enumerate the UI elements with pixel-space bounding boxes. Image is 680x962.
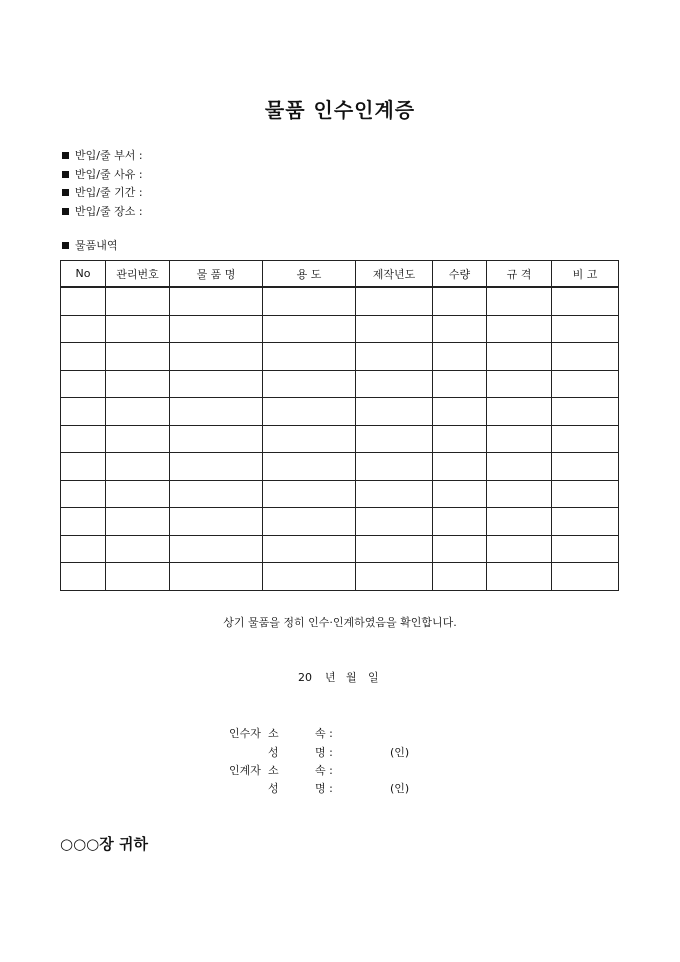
table-cell: [106, 480, 170, 508]
table-cell: [433, 398, 487, 426]
table-cell: [552, 480, 619, 508]
table-cell: [356, 535, 433, 563]
header-quantity: 수량: [433, 261, 487, 288]
table-cell: [106, 343, 170, 371]
table-cell: [552, 563, 619, 591]
table-row: [61, 343, 619, 371]
table-cell: [106, 425, 170, 453]
table-cell: [106, 535, 170, 563]
section-label-text: 물품내역: [75, 239, 118, 252]
receiver-affiliation-b: 속 :: [315, 727, 333, 740]
table-cell: [106, 315, 170, 343]
table-cell: [263, 480, 356, 508]
table-cell: [356, 343, 433, 371]
table-cell: [356, 370, 433, 398]
table-cell: [170, 315, 263, 343]
header-no: No: [61, 261, 106, 288]
info-fields: [62, 147, 143, 221]
table-row: [61, 480, 619, 508]
table-cell: [487, 508, 552, 536]
table-cell: [433, 480, 487, 508]
table-cell: [170, 370, 263, 398]
items-section-label: [62, 237, 118, 253]
confirmation-text: 상기 물품을 정히 인수·인계하였음을 확인합니다.: [223, 616, 457, 629]
table-cell: [170, 287, 263, 315]
table-cell: [263, 563, 356, 591]
date-line: [298, 669, 379, 685]
document-title: 물품 인수인계증: [264, 98, 416, 122]
giver-name-a: 성: [268, 782, 279, 795]
table-cell: [433, 563, 487, 591]
giver-affiliation-b: 속 :: [315, 764, 333, 777]
table-cell: [263, 287, 356, 315]
table-cell: [61, 508, 106, 536]
giver-affiliation-a: 소: [268, 764, 279, 777]
info-label: 반입/줄 장소 :: [75, 204, 143, 218]
table-cell: [263, 508, 356, 536]
table-cell: [61, 287, 106, 315]
table-cell: [170, 453, 263, 481]
header-remarks: 비 고: [552, 261, 619, 288]
table-cell: [356, 315, 433, 343]
header-management-number: 관리번호: [106, 261, 170, 288]
table-cell: [487, 343, 552, 371]
table-cell: [356, 563, 433, 591]
table-row: [61, 315, 619, 343]
table-cell: [61, 370, 106, 398]
table-cell: [106, 563, 170, 591]
table-cell: [487, 398, 552, 426]
table-row: [61, 535, 619, 563]
giver-label: 인계자: [229, 764, 261, 777]
table-cell: [433, 453, 487, 481]
table-cell: [61, 398, 106, 426]
table-cell: [487, 287, 552, 315]
info-label: 반입/줄 부서 :: [75, 149, 143, 162]
square-bullet-icon: [62, 242, 69, 249]
table-cell: [170, 480, 263, 508]
items-table: [60, 260, 619, 591]
square-bullet-icon: [62, 189, 69, 196]
table-cell: [106, 370, 170, 398]
table-cell: [433, 508, 487, 536]
date-month: 월: [346, 671, 357, 684]
info-field-reason: [62, 166, 143, 185]
table-row: [61, 508, 619, 536]
table-cell: [61, 453, 106, 481]
table-row: [61, 453, 619, 481]
receiver-affiliation-a: 소: [268, 727, 279, 740]
table-cell: [106, 508, 170, 536]
table-cell: [487, 453, 552, 481]
table-cell: [552, 370, 619, 398]
date-year-prefix: 20: [298, 671, 312, 684]
table-cell: [170, 535, 263, 563]
square-bullet-icon: [62, 208, 69, 215]
table-cell: [61, 343, 106, 371]
receiver-label: 인수자: [229, 727, 261, 740]
header-item-name: 물 품 명: [170, 261, 263, 288]
info-label: 반입/줄 기간 :: [75, 186, 143, 199]
table-cell: [61, 480, 106, 508]
receiver-seal: (인): [390, 746, 410, 759]
table-cell: [356, 480, 433, 508]
table-cell: [106, 453, 170, 481]
table-row: [61, 370, 619, 398]
table-cell: [61, 563, 106, 591]
table-cell: [170, 398, 263, 426]
table-cell: [263, 535, 356, 563]
table-cell: [552, 287, 619, 315]
table-cell: [356, 453, 433, 481]
table-cell: [356, 508, 433, 536]
table-cell: [433, 315, 487, 343]
table-cell: [552, 315, 619, 343]
giver-seal: (인): [390, 782, 410, 795]
table-cell: [487, 315, 552, 343]
table-cell: [433, 287, 487, 315]
info-label: 반입/줄 사유 :: [75, 167, 143, 181]
table-cell: [106, 287, 170, 315]
table-cell: [433, 370, 487, 398]
table-cell: [263, 315, 356, 343]
header-specification: 규 격: [487, 261, 552, 288]
table-row: [61, 563, 619, 591]
table-cell: [356, 425, 433, 453]
table-cell: [487, 425, 552, 453]
table-cell: [263, 370, 356, 398]
table-row: [61, 425, 619, 453]
table-cell: [263, 453, 356, 481]
table-cell: [487, 370, 552, 398]
table-cell: [552, 453, 619, 481]
table-row: [61, 287, 619, 315]
table-cell: [487, 535, 552, 563]
table-cell: [433, 535, 487, 563]
table-cell: [433, 343, 487, 371]
table-cell: [170, 343, 263, 371]
giver-name-b: 명 :: [315, 782, 333, 795]
table-cell: [356, 287, 433, 315]
square-bullet-icon: [62, 152, 69, 159]
table-cell: [552, 425, 619, 453]
table-cell: [552, 508, 619, 536]
receiver-name-a: 성: [268, 746, 279, 759]
table-cell: [356, 398, 433, 426]
info-field-period: [62, 184, 143, 203]
table-cell: [61, 315, 106, 343]
date-day: 일: [368, 671, 379, 684]
info-field-department: [62, 147, 143, 166]
table-header-row: [61, 261, 619, 288]
receiver-name-b: 명 :: [315, 746, 333, 759]
table-cell: [433, 425, 487, 453]
table-row: [61, 398, 619, 426]
info-field-location: [62, 203, 143, 222]
table-cell: [106, 398, 170, 426]
table-cell: [263, 343, 356, 371]
table-cell: [263, 398, 356, 426]
recipient-line: ○○○장 귀하: [60, 835, 148, 853]
table-cell: [61, 425, 106, 453]
table-cell: [552, 535, 619, 563]
table-cell: [487, 563, 552, 591]
header-purpose: 용 도: [263, 261, 356, 288]
table-cell: [552, 398, 619, 426]
signature-block: [0, 721, 680, 801]
table-cell: [552, 343, 619, 371]
table-cell: [487, 480, 552, 508]
table-cell: [170, 508, 263, 536]
table-cell: [170, 425, 263, 453]
square-bullet-icon: [62, 171, 69, 178]
table-cell: [170, 563, 263, 591]
table-cell: [61, 535, 106, 563]
date-year: 년: [325, 671, 336, 684]
header-production-year: 제작년도: [356, 261, 433, 288]
table-cell: [263, 425, 356, 453]
